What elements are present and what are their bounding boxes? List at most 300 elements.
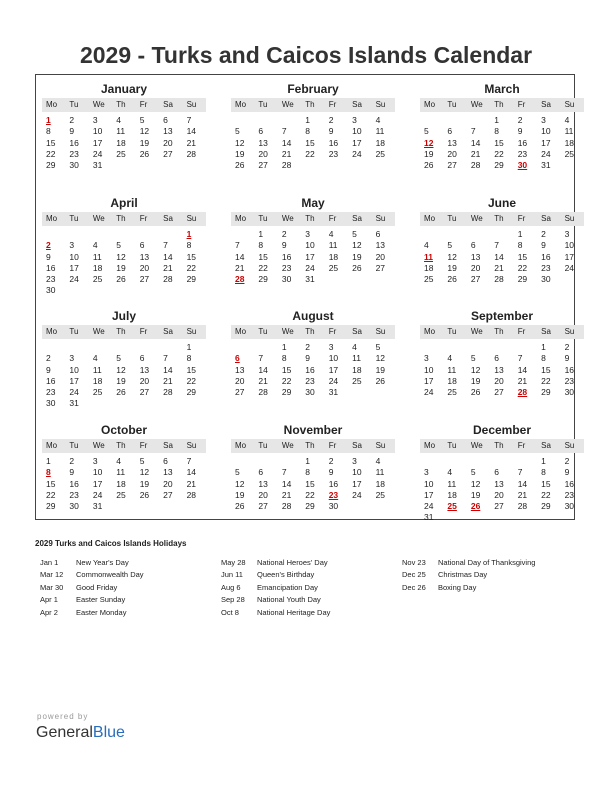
day-cell: 6 (258, 467, 264, 478)
day-cell: 1 (281, 342, 287, 352)
day-cell: 21 (258, 375, 268, 386)
weekday-label: Tu (447, 441, 457, 450)
day-cell: 29 (305, 501, 315, 512)
day-cell: 28 (517, 501, 528, 512)
holiday-day: 28 (517, 387, 528, 398)
day-cell: 3 (69, 240, 75, 251)
day-cell: 20 (375, 251, 386, 262)
day-cell: 4 (92, 240, 98, 251)
day-cell: 2 (517, 115, 523, 125)
day-cell: 13 (375, 240, 386, 251)
day-cell: 11 (92, 251, 102, 262)
day-cell: 6 (163, 456, 168, 466)
days-grid (420, 456, 584, 524)
day-cell: 23 (517, 148, 528, 159)
weekday-label: Th (494, 214, 504, 223)
day-cell: 10 (69, 251, 79, 262)
day-cell: 26 (139, 489, 150, 500)
month-name: May (301, 196, 325, 210)
weekday-label: Su (186, 327, 197, 336)
day-cell: 20 (258, 148, 268, 159)
empty-cell (231, 456, 254, 467)
day-cell: 22 (305, 148, 315, 159)
day-cell: 7 (186, 115, 192, 125)
day-cell: 5 (116, 353, 122, 364)
day-cell: 12 (470, 364, 481, 375)
weekday-label: Th (305, 441, 315, 450)
weekday-label: Sa (352, 327, 362, 336)
holiday-row (221, 582, 330, 594)
day-cell: 21 (186, 478, 197, 489)
day-cell: 4 (375, 115, 381, 125)
day-cell: 5 (352, 229, 357, 239)
day-cell: 19 (116, 375, 126, 386)
day-cell: 16 (517, 137, 528, 148)
days-grid (420, 115, 584, 171)
day-cell: 6 (139, 240, 145, 251)
day-cell: 14 (281, 137, 292, 148)
day-cell: 1 (186, 342, 192, 352)
weekday-label: Th (305, 100, 315, 109)
day-cell: 19 (447, 262, 457, 273)
day-cell: 2 (328, 456, 334, 466)
day-cell: 24 (564, 262, 575, 273)
day-cell: 19 (235, 489, 245, 500)
day-cell: 23 (305, 375, 315, 386)
day-cell: 17 (352, 478, 362, 489)
days-grid (231, 115, 395, 171)
weekday-label: Mo (424, 214, 436, 223)
day-cell: 12 (235, 478, 245, 489)
month-name: February (287, 82, 339, 96)
day-cell: 10 (69, 364, 79, 375)
day-cell: 5 (470, 467, 476, 478)
day-cell: 15 (305, 478, 315, 489)
day-cell: 17 (352, 137, 362, 148)
day-cell: 8 (186, 353, 192, 364)
day-cell: 14 (517, 478, 528, 489)
empty-cell (490, 342, 513, 353)
days-grid (420, 342, 584, 398)
month-name: September (470, 309, 534, 323)
day-cell: 21 (281, 489, 292, 500)
day-cell: 16 (328, 137, 339, 148)
day-cell: 8 (541, 353, 546, 364)
day-cell: 2 (541, 229, 546, 239)
day-cell: 30 (281, 274, 292, 285)
day-cell: 25 (352, 375, 362, 386)
day-cell: 24 (305, 262, 315, 273)
holiday-name: Boxing Day (438, 582, 477, 592)
day-cell: 13 (258, 137, 268, 148)
day-cell: 30 (69, 160, 79, 171)
weekday-label: Fr (328, 441, 337, 450)
empty-cell (420, 342, 443, 353)
day-cell: 13 (447, 137, 457, 148)
day-cell: 13 (235, 364, 245, 375)
weekday-label: Fr (139, 214, 148, 223)
holiday-column (40, 557, 144, 619)
day-cell: 29 (494, 160, 504, 171)
holiday-row (40, 594, 144, 606)
day-cell: 26 (470, 387, 481, 398)
day-cell: 11 (564, 126, 574, 137)
day-cell: 27 (258, 160, 268, 171)
month-march (420, 81, 584, 171)
holiday-row (402, 557, 535, 569)
empty-cell (467, 229, 490, 240)
empty-cell (112, 342, 135, 353)
month-name: October (100, 423, 147, 437)
day-cell: 10 (92, 467, 103, 478)
day-cell: 27 (494, 387, 504, 398)
day-cell: 16 (305, 364, 315, 375)
day-cell: 31 (541, 160, 551, 171)
weekday-label: Su (186, 100, 197, 109)
day-cell: 5 (139, 456, 145, 466)
weekday-label: Su (375, 214, 386, 223)
days-grid (420, 229, 584, 285)
day-cell: 3 (328, 342, 334, 352)
day-cell: 9 (517, 126, 523, 137)
day-cell: 7 (258, 353, 264, 364)
day-cell: 22 (541, 375, 551, 386)
days-grid (42, 456, 206, 512)
day-cell: 28 (281, 501, 292, 512)
day-cell: 13 (494, 478, 504, 489)
holiday-row (402, 582, 535, 594)
weekday-label: Tu (69, 214, 79, 223)
day-cell: 31 (92, 160, 103, 171)
day-cell: 11 (116, 467, 126, 478)
day-cell: 12 (470, 478, 481, 489)
day-cell: 23 (564, 375, 575, 386)
day-cell: 8 (46, 126, 51, 137)
empty-cell (443, 456, 466, 467)
weekday-label: Mo (46, 100, 58, 109)
day-cell: 15 (305, 137, 315, 148)
day-cell: 18 (375, 478, 386, 489)
weekday-label: Su (375, 100, 386, 109)
day-cell: 2 (281, 229, 287, 239)
day-cell: 26 (139, 148, 150, 159)
weekday-label: Sa (541, 441, 551, 450)
day-cell: 29 (258, 274, 268, 285)
day-cell: 16 (46, 375, 56, 386)
holiday-day: 8 (46, 467, 51, 478)
day-cell: 8 (541, 467, 546, 478)
day-cell: 21 (470, 148, 481, 159)
brand-logo[interactable] (36, 724, 125, 742)
day-cell: 24 (69, 274, 79, 285)
day-cell: 29 (186, 274, 197, 285)
day-cell: 29 (186, 387, 197, 398)
weekday-header (420, 439, 584, 453)
holiday-row (40, 582, 144, 594)
weekday-label: We (92, 214, 105, 223)
day-cell: 23 (281, 262, 292, 273)
day-cell: 12 (116, 364, 126, 375)
weekday-label: Mo (235, 441, 247, 450)
weekday-label: Th (116, 327, 126, 336)
day-cell: 4 (447, 467, 453, 478)
day-cell: 29 (46, 160, 56, 171)
weekday-label: Fr (517, 441, 526, 450)
weekday-header (231, 325, 395, 339)
holiday-date: Nov 23 (402, 558, 426, 567)
day-cell: 11 (375, 126, 385, 137)
day-cell: 3 (541, 115, 546, 125)
day-cell: 1 (305, 115, 311, 125)
weekday-header (231, 212, 395, 226)
days-grid (42, 229, 206, 297)
day-cell: 19 (424, 148, 434, 159)
weekday-label: We (281, 327, 294, 336)
day-cell: 31 (328, 387, 339, 398)
empty-cell (159, 342, 182, 353)
day-cell: 10 (424, 364, 434, 375)
day-cell: 7 (517, 353, 523, 364)
day-cell: 24 (328, 375, 339, 386)
day-cell: 3 (92, 456, 98, 466)
day-cell: 10 (541, 126, 551, 137)
holiday-row (221, 557, 330, 569)
day-cell: 15 (46, 478, 56, 489)
day-cell: 30 (69, 501, 79, 512)
day-cell: 18 (375, 137, 386, 148)
empty-cell (136, 229, 159, 240)
day-cell: 9 (281, 240, 287, 251)
day-cell: 22 (305, 489, 315, 500)
weekday-label: Sa (352, 441, 362, 450)
holidays-title: 2029 Turks and Caicos Islands Holidays (35, 539, 187, 548)
empty-cell (420, 456, 443, 467)
weekday-label: Su (375, 327, 386, 336)
day-cell: 13 (163, 126, 173, 137)
day-cell: 5 (235, 467, 240, 478)
day-cell: 28 (186, 148, 197, 159)
holiday-date: Oct 8 (221, 607, 239, 617)
day-cell: 25 (375, 148, 386, 159)
day-cell: 14 (163, 364, 173, 375)
day-cell: 28 (494, 274, 504, 285)
day-cell: 6 (139, 353, 145, 364)
day-cell: 18 (116, 137, 126, 148)
day-cell: 24 (352, 148, 362, 159)
month-december (420, 422, 584, 524)
day-cell: 9 (46, 364, 51, 375)
day-cell: 22 (281, 375, 292, 386)
day-cell: 28 (163, 387, 173, 398)
day-cell: 1 (517, 229, 523, 239)
empty-cell (254, 342, 277, 353)
weekday-label: Sa (163, 214, 173, 223)
day-cell: 17 (424, 375, 434, 386)
day-cell: 15 (494, 137, 504, 148)
month-name: August (292, 309, 334, 323)
empty-cell (231, 229, 254, 240)
month-name: December (472, 423, 532, 437)
day-cell: 28 (186, 489, 197, 500)
day-cell: 15 (258, 251, 268, 262)
weekday-label: Tu (69, 100, 79, 109)
day-cell: 12 (139, 126, 150, 137)
day-cell: 2 (46, 353, 51, 364)
holiday-date: Apr 2 (40, 607, 58, 617)
empty-cell (490, 229, 513, 240)
holiday-date: Dec 26 (402, 582, 426, 592)
month-june (420, 195, 584, 285)
day-cell: 28 (258, 387, 268, 398)
day-cell: 13 (494, 364, 504, 375)
day-cell: 13 (258, 478, 268, 489)
day-cell: 26 (447, 274, 457, 285)
holiday-column (402, 557, 535, 594)
weekday-label: We (470, 100, 483, 109)
day-cell: 8 (517, 240, 523, 251)
day-cell: 21 (281, 148, 292, 159)
weekday-label: Tu (447, 214, 457, 223)
month-may (231, 195, 395, 285)
empty-cell (231, 342, 254, 353)
empty-cell (89, 342, 112, 353)
weekday-label: We (281, 100, 294, 109)
day-cell: 25 (328, 262, 339, 273)
month-july (42, 308, 206, 410)
day-cell: 22 (46, 148, 56, 159)
empty-cell (490, 456, 513, 467)
weekday-label: Mo (46, 441, 58, 450)
day-cell: 9 (69, 467, 75, 478)
day-cell: 10 (305, 240, 315, 251)
day-cell: 3 (352, 115, 357, 125)
weekday-label: Sa (163, 441, 173, 450)
day-cell: 21 (163, 262, 173, 273)
day-cell: 6 (494, 353, 500, 364)
day-cell: 4 (116, 115, 122, 125)
day-cell: 4 (92, 353, 98, 364)
day-cell: 5 (235, 126, 240, 137)
weekday-label: Mo (424, 100, 436, 109)
day-cell: 17 (305, 251, 315, 262)
month-november (231, 422, 395, 512)
day-cell: 4 (447, 353, 453, 364)
day-cell: 27 (470, 274, 481, 285)
day-cell: 2 (69, 115, 75, 125)
month-april (42, 195, 206, 297)
weekday-label: Th (116, 214, 126, 223)
month-name: April (110, 196, 138, 210)
page-title: 2029 - Turks and Caicos Islands Calendar (79, 42, 533, 68)
day-cell: 21 (186, 137, 197, 148)
day-cell: 7 (163, 240, 168, 251)
day-cell: 4 (352, 342, 357, 352)
empty-cell (467, 342, 490, 353)
day-cell: 7 (235, 240, 240, 251)
day-cell: 25 (424, 274, 434, 285)
days-grid (42, 342, 206, 410)
month-name: July (111, 309, 136, 323)
holiday-date: Dec 25 (402, 570, 426, 580)
day-cell: 27 (258, 501, 268, 512)
day-cell: 9 (564, 353, 570, 364)
holiday-day: 26 (470, 501, 481, 512)
weekday-header (420, 98, 584, 112)
day-cell: 16 (69, 478, 79, 489)
weekday-label: Sa (541, 100, 551, 109)
day-cell: 26 (235, 501, 245, 512)
day-cell: 4 (116, 456, 122, 466)
day-cell: 23 (564, 489, 575, 500)
day-cell: 28 (470, 160, 481, 171)
day-cell: 23 (46, 274, 56, 285)
weekday-label: Fr (328, 100, 337, 109)
day-cell: 25 (92, 387, 103, 398)
day-cell: 22 (258, 262, 268, 273)
empty-cell (65, 342, 88, 353)
weekday-label: Tu (258, 441, 268, 450)
day-cell: 3 (92, 115, 98, 125)
weekday-label: Su (564, 441, 575, 450)
weekday-header (420, 325, 584, 339)
day-cell: 22 (46, 489, 56, 500)
day-cell: 21 (494, 262, 504, 273)
weekday-label: We (92, 327, 105, 336)
day-cell: 27 (139, 387, 150, 398)
day-cell: 14 (281, 478, 292, 489)
month-february (231, 81, 395, 171)
day-cell: 24 (352, 489, 362, 500)
weekday-label: Tu (258, 327, 268, 336)
day-cell: 31 (305, 274, 315, 285)
day-cell: 18 (447, 375, 457, 386)
day-cell: 12 (139, 467, 150, 478)
day-cell: 20 (139, 262, 150, 273)
day-cell: 26 (352, 262, 362, 273)
weekday-label: Fr (139, 441, 148, 450)
day-cell: 31 (69, 398, 79, 409)
day-cell: 16 (46, 262, 56, 273)
day-cell: 20 (470, 262, 481, 273)
day-cell: 10 (424, 478, 434, 489)
day-cell: 27 (139, 274, 150, 285)
day-cell: 15 (46, 137, 56, 148)
day-cell: 30 (564, 501, 575, 512)
holiday-row (221, 594, 330, 606)
day-cell: 19 (139, 478, 150, 489)
day-cell: 20 (163, 478, 173, 489)
weekday-label: Sa (541, 327, 551, 336)
day-cell: 9 (305, 353, 311, 364)
day-cell: 23 (46, 387, 56, 398)
day-cell: 3 (424, 467, 429, 478)
days-grid (231, 229, 395, 285)
weekday-label: Mo (424, 327, 436, 336)
holiday-date: Sep 28 (221, 595, 245, 605)
day-cell: 12 (235, 137, 245, 148)
powered-by-label: powered by (37, 712, 89, 721)
day-cell: 27 (163, 489, 173, 500)
day-cell: 8 (258, 240, 264, 251)
weekday-label: Su (186, 214, 197, 223)
month-october (42, 422, 206, 512)
holiday-row (40, 557, 144, 569)
weekday-label: We (281, 214, 294, 223)
day-cell: 18 (424, 262, 434, 273)
holiday-day: 30 (517, 160, 528, 171)
day-cell: 31 (92, 501, 103, 512)
day-cell: 20 (163, 137, 173, 148)
